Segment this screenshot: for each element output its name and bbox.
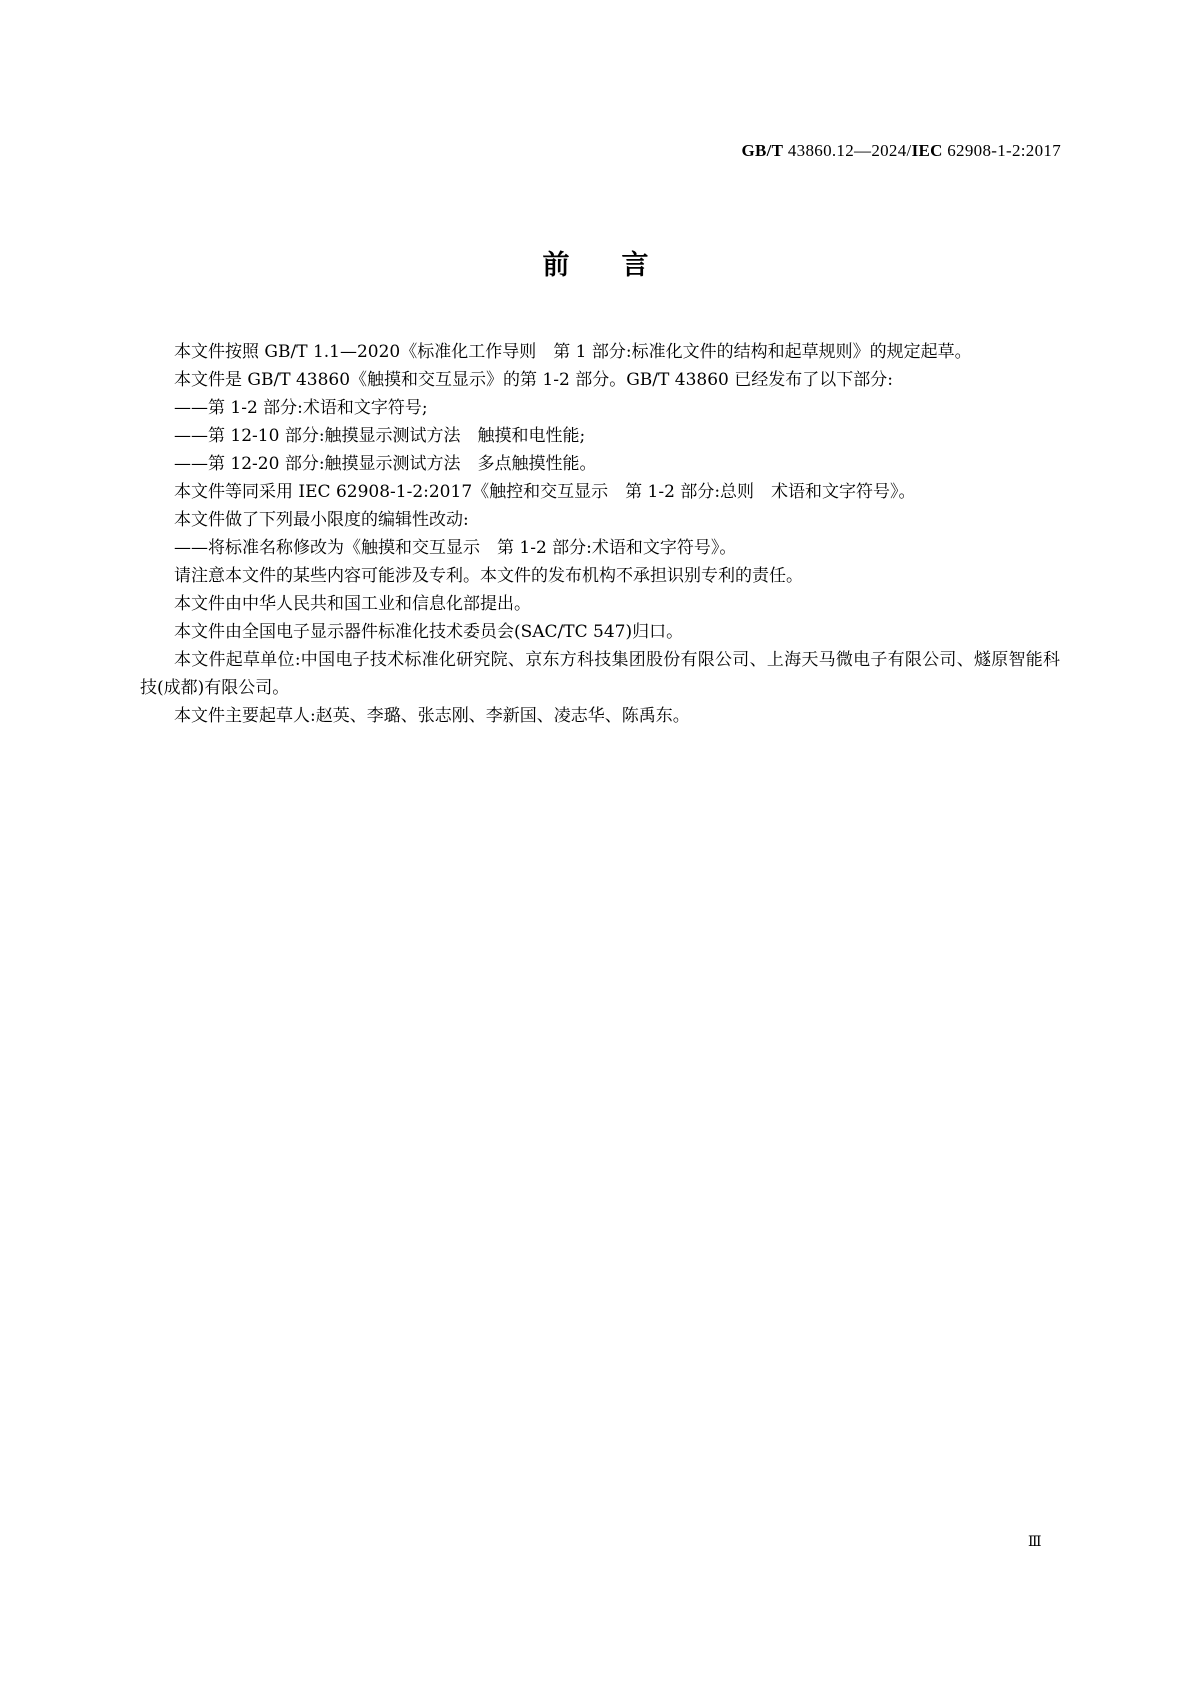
standard-code-number: 43860.12—2024/	[783, 141, 912, 160]
paragraph-patent-notice: 请注意本文件的某些内容可能涉及专利。本文件的发布机构不承担识别专利的责任。	[174, 566, 803, 586]
page-number: Ⅲ	[1028, 1535, 1041, 1550]
paragraph-editorial-changes: 本文件做了下列最小限度的编辑性改动:	[174, 510, 469, 530]
standard-code-prefix: GB/T	[741, 141, 784, 160]
paragraph-series-intro: 本文件是 GB/T 43860《触摸和交互显示》的第 1-2 部分。GB/T 43860 已经发布了以下部分:	[174, 370, 893, 390]
list-item-title-change: ——将标准名称修改为《触摸和交互显示 第 1-2 部分:术语和文字符号》。	[174, 538, 737, 558]
list-item-part-12-10: ——第 12-10 部分:触摸显示测试方法 触摸和电性能;	[174, 426, 586, 446]
paragraph-committee: 本文件由全国电子显示器件标准化技术委员会(SAC/TC 547)归口。	[174, 622, 684, 642]
paragraph-drafters: 本文件主要起草人:赵英、李璐、张志刚、李新国、凌志华、陈禹东。	[174, 706, 690, 726]
standard-iec-number: 62908-1-2:2017	[942, 141, 1061, 160]
list-item-part-12-20: ——第 12-20 部分:触摸显示测试方法 多点触摸性能。	[174, 454, 597, 474]
foreword-body	[140, 338, 1060, 730]
paragraph-proposer: 本文件由中华人民共和国工业和信息化部提出。	[174, 594, 531, 614]
list-item-part-1-2: ——第 1-2 部分:术语和文字符号;	[174, 398, 428, 418]
standard-iec-prefix: IEC	[911, 141, 943, 160]
paragraph-drafting-rules: 本文件按照 GB/T 1.1—2020《标准化工作导则 第 1 部分:标准化文件的结构和起草规则》的规定起草。	[174, 342, 972, 362]
paragraph-equivalence: 本文件等同采用 IEC 62908-1-2:2017《触控和交互显示 第 1-2 部分:总则 术语和文字符号》。	[174, 482, 916, 502]
paragraph-drafting-units: 本文件起草单位:中国电子技术标准化研究院、京东方科技集团股份有限公司、上海天马微电子有限公司、燧原智能科技(成都)有限公司。	[140, 650, 1060, 698]
standard-number-header	[742, 141, 1062, 161]
page-title: 前言	[542, 250, 701, 281]
